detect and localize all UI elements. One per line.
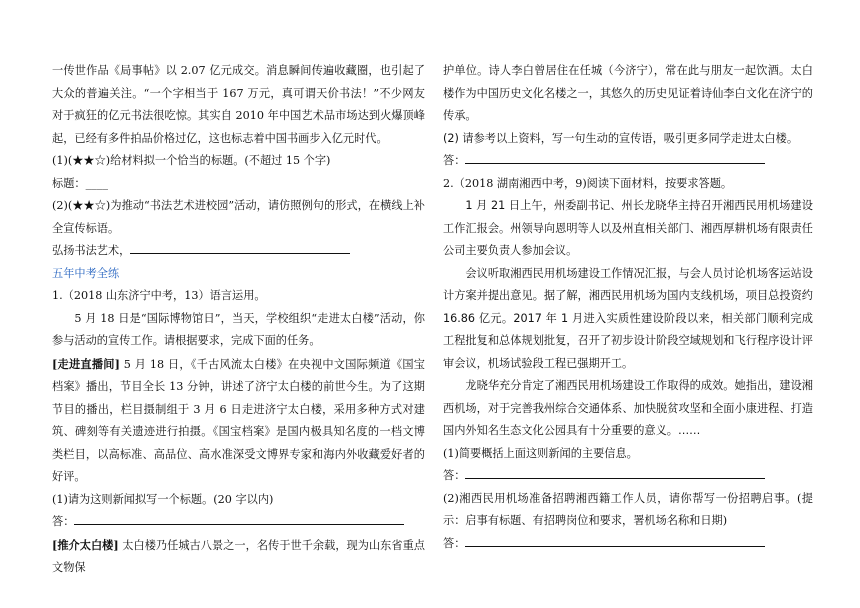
- left-intro-paragraph: 一传世作品《局事帖》以 2.07 亿元成交。消息瞬间传遍收藏圈，也引起了大众的普遍关注。“一个字相当于 167 万元，真可谓天价书法！”不少网友对于疯狂的亿元书法很吃惊。其实自 2010 年中国艺术品市场达到火爆顶峰起，已经有多件拍品价格过亿，这也标志着中国书画步入亿元时代。: [52, 64, 425, 145]
- item-2-heading: 2.（2018 湖南湘西中考，9)阅读下面材料，按要求答题。: [443, 176, 733, 190]
- news-paragraph: [52, 353, 425, 489]
- left-question-3: (1)请为这则新闻拟写一个标题。(20 字以内): [52, 492, 274, 506]
- item-1-intro: 5 月 18 日是“国际博物馆日”，当天，学校组织“走进太白楼”活动，你参与活动的宣传工作。请根据要求，完成下面的任务。: [52, 311, 425, 347]
- right-answer-line-1: [443, 150, 813, 173]
- intro-tag: [推介太白楼]: [52, 537, 119, 552]
- news-para-1: 1 月 21 日上午，州委副书记、州长龙晓华主持召开湘西民用机场建设工作汇报会。州领导向恩明等人以及州直相关部门、湘西厚耕机场有限责任公司主要负责人参加会议。: [443, 199, 813, 257]
- section-heading: 五年中考全练: [52, 266, 120, 280]
- right-intro-paragraph: 护单位。诗人李白曾居住在任城（今济宁），常在此与朋友一起饮酒。太白楼作为中国历史文化名楼之一，其悠久的历史见证着诗仙李白文化在济宁的传承。: [443, 64, 813, 122]
- title-blank: ____: [85, 176, 108, 190]
- answer-label: 答：: [443, 154, 466, 167]
- item-1-heading: 1.（2018 山东济宁中考，13）语言运用。: [52, 289, 266, 302]
- slogan-answer-line: [130, 240, 350, 254]
- answer-blank: [465, 150, 765, 164]
- news-tag: [走进直播间]: [52, 356, 120, 371]
- left-question-1: (1)(★★☆)给材料拟一个恰当的标题。(不超过 15 个字): [52, 154, 331, 167]
- answer-label: 答：: [52, 515, 75, 528]
- title-line: [52, 173, 425, 196]
- left-question-2: (2)(★★☆)为推动“书法艺术进校园”活动，请仿照例句的形式，在横线上补全宣传标语。: [52, 199, 425, 235]
- slogan-prefix: 弘扬书法艺术，: [52, 244, 131, 257]
- answer-blank: [465, 533, 765, 547]
- left-column: [52, 60, 425, 580]
- news-para-2: 会议听取湘西民用机场建设工作情况汇报，与会人员讨论机场客运站设计方案并提出意见。据了解，湘西民用机场为国内支线机场，项目总投资约 16.86 亿元。2017 年 1 月进入实质性建设阶段以来，相关部门顺利完成工程批复和总体规划批复，召开了初步设计阶段空域规划和飞行程序设计评审会议，机场试验段工程已强期开工。: [443, 266, 813, 370]
- right-question-3: (2)湘西民用机场准备招聘湘西籍工作人员，请你帮写一份招聘启事。(提示：启事有标题、有招聘岗位和要求，署机场名称和日期): [443, 491, 813, 527]
- answer-label: 答：: [443, 469, 466, 482]
- slogan-line: [52, 240, 425, 263]
- answer-blank: [74, 511, 404, 525]
- left-answer-line: [52, 511, 425, 534]
- right-answer-line-2: [443, 465, 813, 488]
- answer-label: 答：: [443, 536, 466, 550]
- news-text: 5 月 18 日，《千古风流太白楼》在央视中文国际频道《国宝档案》播出，节目全长 13 分钟，讲述了济宁太白楼的前世今生。为了这期节目的播出，栏目摄制组于 3 月 6 日走进济宁太白楼，采用多种方式对建筑、碑刻等有关遗迹进行拍摄。《国宝档案》是国内极具知名度的一档文博类栏目，以高标准、高品位、高水准深受文博界专家和海内外收藏爱好者的好评。: [52, 357, 425, 483]
- intro-text: 太白楼乃任城古八景之一，名传于世千余载，现为山东省重点文物保: [52, 538, 425, 574]
- news-para-3: 龙晓华充分肯定了湘西民用机场建设工作取得的成效。她指出，建设湘西机场，对于完善我州综合交通体系、加快脱贫攻坚和全面小康进程、打造国内外知名生态文化公园具有十分重要的意义。……: [443, 379, 813, 437]
- right-question-2: (1)简要概括上面这则新闻的主要信息。: [443, 446, 638, 460]
- right-question-1: (2) 请参考以上资料，写一句生动的宣传语，吸引更多同学走进太白楼。: [443, 131, 799, 145]
- right-column: [443, 60, 813, 555]
- answer-blank: [465, 465, 765, 479]
- title-label: 标题：: [52, 176, 86, 190]
- right-answer-line-3: [443, 533, 813, 556]
- intro-paragraph: [52, 534, 425, 580]
